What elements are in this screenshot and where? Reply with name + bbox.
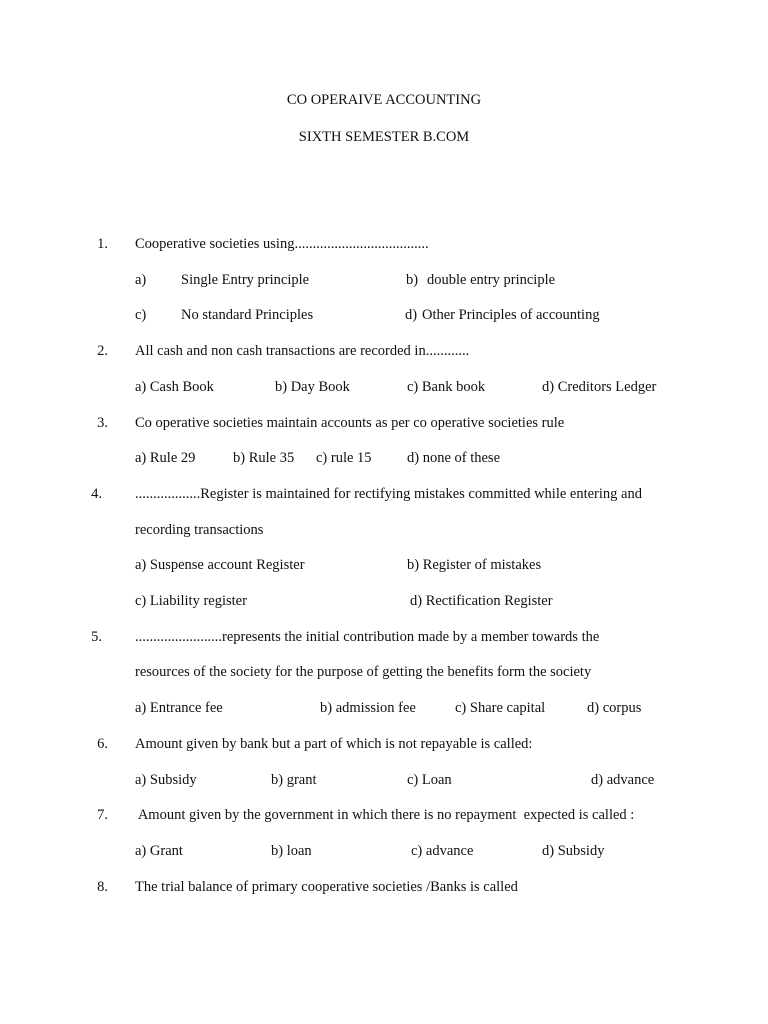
- question-3-option-b: b) Rule 35: [233, 450, 295, 466]
- question-1-option-a-text: Single Entry principle: [181, 272, 310, 288]
- question-7-option-c: c) advance: [411, 843, 474, 859]
- question-2-option-b: b) Day Book: [275, 379, 350, 395]
- question-5-option-c: c) Share capital: [455, 700, 546, 716]
- question-1-number: 1.: [97, 236, 108, 252]
- question-2-option-a: a) Cash Book: [135, 379, 214, 395]
- question-8-text: The trial balance of primary cooperative societies /Banks is called: [135, 879, 518, 895]
- question-4-option-a: a) Suspense account Register: [135, 557, 305, 573]
- question-3-option-d: d) none of these: [407, 450, 501, 466]
- question-6-text: Amount given by bank but a part of which is not repayable is called:: [135, 736, 533, 752]
- question-1-option-d-label: d): [405, 307, 418, 323]
- question-7-option-b: b) loan: [271, 843, 312, 859]
- question-5-option-a: a) Entrance fee: [135, 700, 223, 716]
- question-6-option-a: a) Subsidy: [135, 772, 197, 788]
- question-7-number: 7.: [97, 807, 108, 823]
- question-5-text-line2: resources of the society for the purpose of getting the benefits form the society: [135, 664, 592, 680]
- question-5-text-line1: ........................represents the initial contribution made by a member towards the: [135, 629, 600, 645]
- question-5-number: 5.: [91, 629, 102, 645]
- document-title: CO OPERAIVE ACCOUNTING: [286, 92, 482, 108]
- question-1-option-b-text: double entry principle: [427, 272, 556, 288]
- question-3-text: Co operative societies maintain accounts as per co operative societies rule: [135, 415, 565, 431]
- question-4-option-c: c) Liability register: [135, 593, 247, 609]
- question-7-option-d: d) Subsidy: [542, 843, 605, 859]
- question-5-option-b: b) admission fee: [320, 700, 416, 716]
- document-subtitle: SIXTH SEMESTER B.COM: [298, 129, 470, 145]
- question-3-option-a: a) Rule 29: [135, 450, 196, 466]
- question-6-option-b: b) grant: [271, 772, 317, 788]
- question-6-option-d: d) advance: [591, 772, 655, 788]
- question-2-option-c: c) Bank book: [407, 379, 486, 395]
- question-1-option-c-text: No standard Principles: [181, 307, 314, 323]
- question-1-option-a-label: a): [135, 272, 147, 288]
- question-1-text: Cooperative societies using.....................................: [135, 236, 429, 252]
- question-6-option-c: c) Loan: [407, 772, 452, 788]
- question-4-option-b: b) Register of mistakes: [407, 557, 542, 573]
- question-4-number: 4.: [91, 486, 102, 502]
- question-7-option-a: a) Grant: [135, 843, 183, 859]
- question-5-option-d: d) corpus: [587, 700, 642, 716]
- question-2-number: 2.: [97, 343, 108, 359]
- question-8-number: 8.: [97, 879, 108, 895]
- question-1-option-c-label: c): [135, 307, 147, 323]
- question-3-option-c: c) rule 15: [316, 450, 372, 466]
- question-1-option-d-text: Other Principles of accounting: [422, 307, 600, 323]
- question-4-text-line2: recording transactions: [135, 522, 264, 538]
- question-7-text: Amount given by the government in which there is no repayment expected is called :: [135, 807, 635, 823]
- question-2-option-d: d) Creditors Ledger: [542, 379, 657, 395]
- question-4-text-line1: ..................Register is maintained for rectifying mistakes committed while entering and: [135, 486, 642, 502]
- question-1-option-b-label: b): [406, 272, 419, 288]
- question-6-number: 6.: [97, 736, 108, 752]
- question-2-text: All cash and non cash transactions are recorded in............: [135, 343, 470, 359]
- question-4-option-d: d) Rectification Register: [410, 593, 553, 609]
- question-3-number: 3.: [97, 415, 108, 431]
